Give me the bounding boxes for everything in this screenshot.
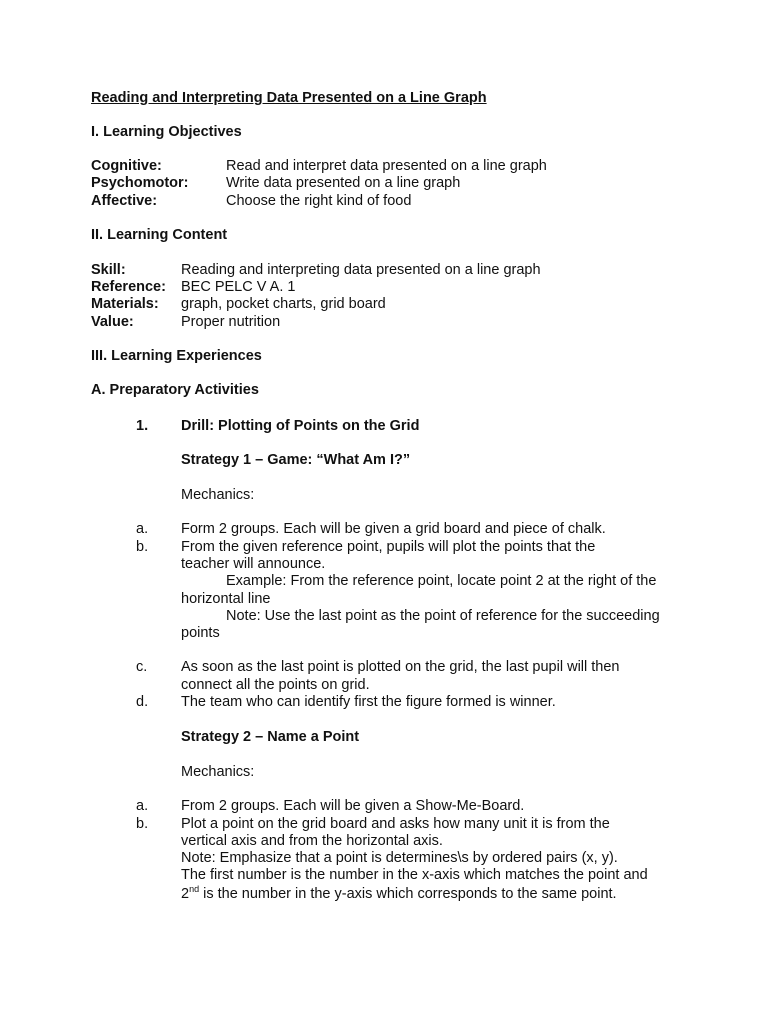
strategy2-note-line2: The first number is the number in the x-axis which matches the point and — [181, 867, 648, 883]
content-label-materials: Materials: — [91, 296, 159, 312]
strategy2-title: Strategy 2 – Name a Point — [181, 729, 360, 745]
content-label-value: Value: — [91, 314, 134, 330]
ordinal-number: 2 — [181, 886, 190, 902]
objective-label-psychomotor: Psychomotor: — [91, 175, 189, 191]
strategy2-item-b-marker: b. — [136, 816, 149, 832]
content-heading: II. Learning Content — [91, 227, 228, 243]
strategy1-item-d-text: The team who can identify first the figure formed is winner. — [181, 694, 556, 710]
strategy2-item-b-line2: vertical axis and from the horizontal axis. — [181, 833, 443, 849]
content-value-skill: Reading and interpreting data presented on a line graph — [181, 262, 541, 278]
strategy1-title: Strategy 1 – Game: “What Am I?” — [181, 452, 411, 468]
strategy1-item-a-marker: a. — [136, 521, 149, 537]
strategy1-example-line1: Example: From the reference point, locate point 2 at the right of the — [226, 573, 657, 589]
content-value-value: Proper nutrition — [181, 314, 281, 330]
strategy2-item-b-line1: Plot a point on the grid board and asks how many unit it is from the — [181, 816, 610, 832]
strategy2-item-a-marker: a. — [136, 798, 149, 814]
content-value-materials: graph, pocket charts, grid board — [181, 296, 386, 312]
strategy1-item-c-line2: connect all the points on grid. — [181, 677, 370, 693]
strategy1-note-line1: Note: Use the last point as the point of reference for the succeeding — [226, 608, 660, 624]
experiences-heading: III. Learning Experiences — [91, 348, 262, 364]
strategy1-item-c-marker: c. — [136, 659, 148, 675]
objective-value-psychomotor: Write data presented on a line graph — [226, 175, 461, 191]
drill-title: Drill: Plotting of Points on the Grid — [181, 418, 420, 434]
objectives-heading: I. Learning Objectives — [91, 124, 242, 140]
strategy2-note-line1: Note: Emphasize that a point is determines\s by ordered pairs (x, y). — [181, 850, 618, 866]
objective-label-affective: Affective: — [91, 193, 158, 209]
ordinal-suffix: nd — [189, 884, 200, 894]
objective-value-affective: Choose the right kind of food — [226, 193, 412, 209]
strategy2-note-line3 — [181, 886, 617, 903]
strategy1-item-b-marker: b. — [136, 539, 149, 555]
content-label-reference: Reference: — [91, 279, 166, 295]
document-title: Reading and Interpreting Data Presented on a Line Graph — [91, 90, 487, 106]
strategy1-item-d-marker: d. — [136, 694, 149, 710]
strategy1-item-c-line1: As soon as the last point is plotted on the grid, the last pupil will then — [181, 659, 620, 675]
strategy2-note-line3-text: is the number in the y-axis which corresponds to the same point. — [199, 886, 617, 902]
content-value-reference: BEC PELC V A. 1 — [181, 279, 296, 295]
strategy1-item-b-line1: From the given reference point, pupils will plot the points that the — [181, 539, 596, 555]
preparatory-heading: A. Preparatory Activities — [91, 382, 259, 398]
strategy1-example-line2: horizontal line — [181, 591, 271, 607]
objective-value-cognitive: Read and interpret data presented on a line graph — [226, 158, 547, 174]
strategy1-item-a-text: Form 2 groups. Each will be given a grid board and piece of chalk. — [181, 521, 606, 537]
strategy2-mechanics-label: Mechanics: — [181, 764, 255, 780]
content-label-skill: Skill: — [91, 262, 126, 278]
strategy1-item-b-line2: teacher will announce. — [181, 556, 326, 572]
objective-label-cognitive: Cognitive: — [91, 158, 162, 174]
strategy1-note-line2: points — [181, 625, 220, 641]
strategy1-mechanics-label: Mechanics: — [181, 487, 255, 503]
drill-number: 1. — [136, 418, 149, 434]
strategy2-item-a-text: From 2 groups. Each will be given a Show-Me-Board. — [181, 798, 525, 814]
